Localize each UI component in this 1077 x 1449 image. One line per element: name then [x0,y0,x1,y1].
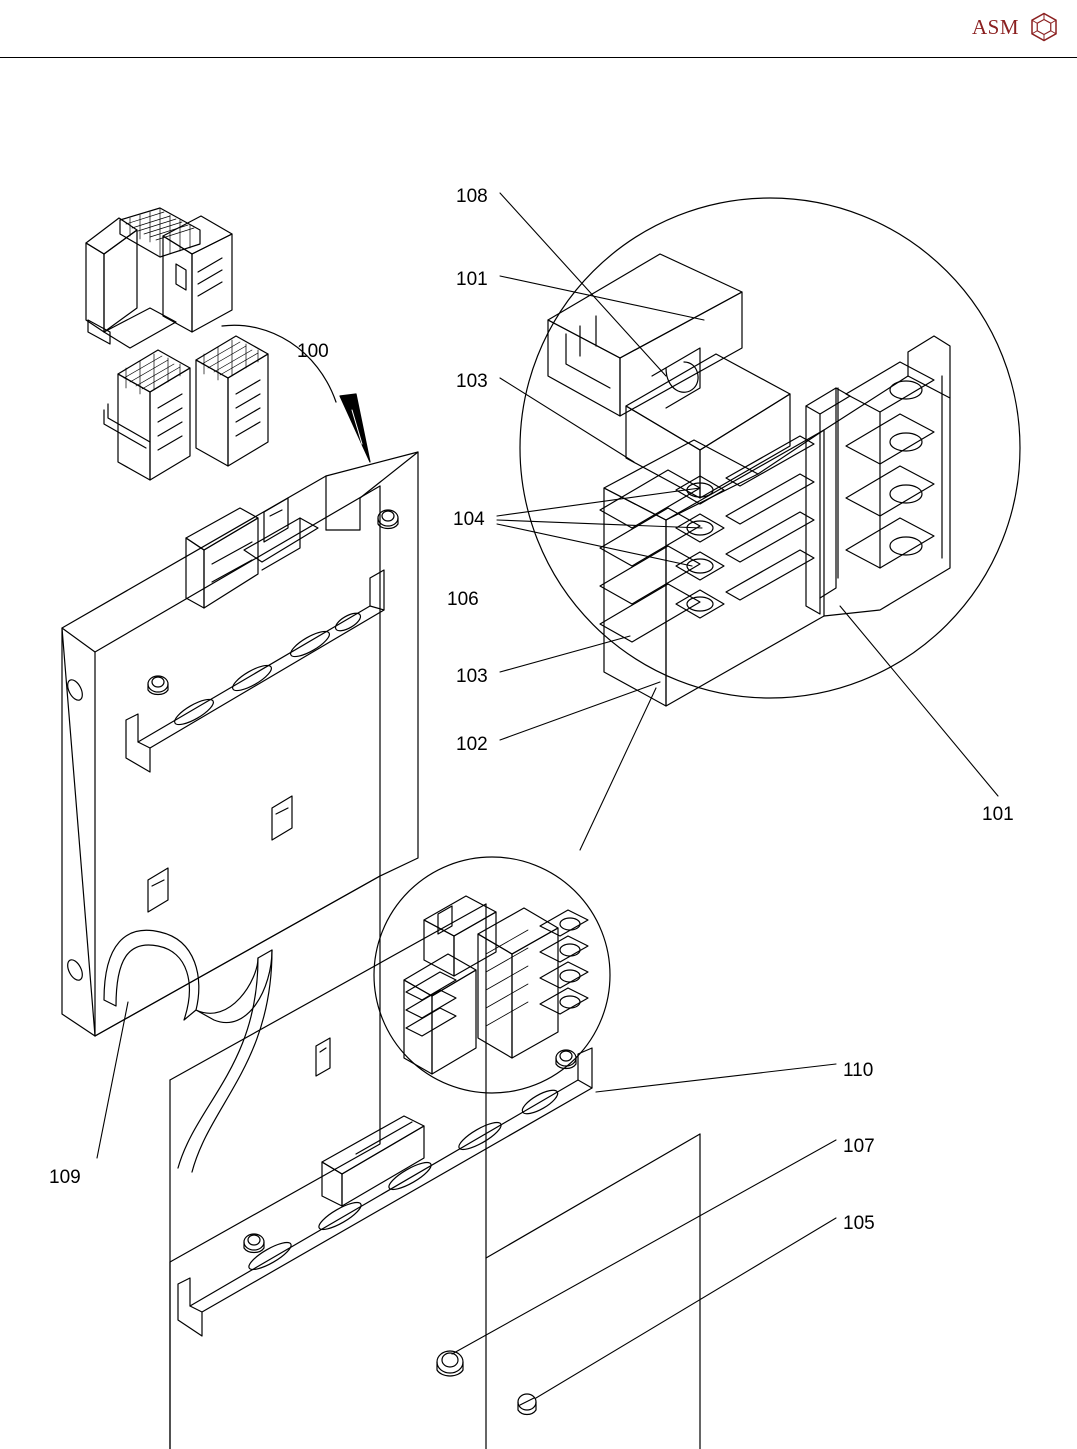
callout-103-top: 103 [456,371,488,392]
callout-105: 105 [843,1213,875,1234]
technical-drawing [0,58,1077,1449]
assembly-arrow-100 [222,325,370,462]
callout-101-right: 101 [982,804,1014,825]
callout-107: 107 [843,1136,875,1157]
callout-109: 109 [49,1167,81,1188]
callout-104: 104 [453,509,485,530]
hexagon-cube-logo-icon [1029,12,1059,42]
din-rail-110 [178,1048,592,1336]
callout-101-top: 101 [456,269,488,290]
din-rail-106 [126,508,398,772]
detail-view-upper [520,198,1020,706]
fastener-107 [437,1351,463,1376]
callout-103-bottom: 103 [456,666,488,687]
brand-name: ASM [971,14,1019,39]
brand-logo [972,12,1059,42]
part-100-module-pair [86,208,268,480]
assembly-linework [0,58,1077,1449]
callout-110: 110 [843,1060,874,1081]
callout-106: 106 [447,589,479,610]
detail-view-lower [374,857,610,1093]
page-header [0,0,1077,58]
callout-100: 100 [297,341,329,362]
washer-105 [518,1394,536,1415]
callout-108: 108 [456,186,488,207]
callout-102: 102 [456,734,488,755]
